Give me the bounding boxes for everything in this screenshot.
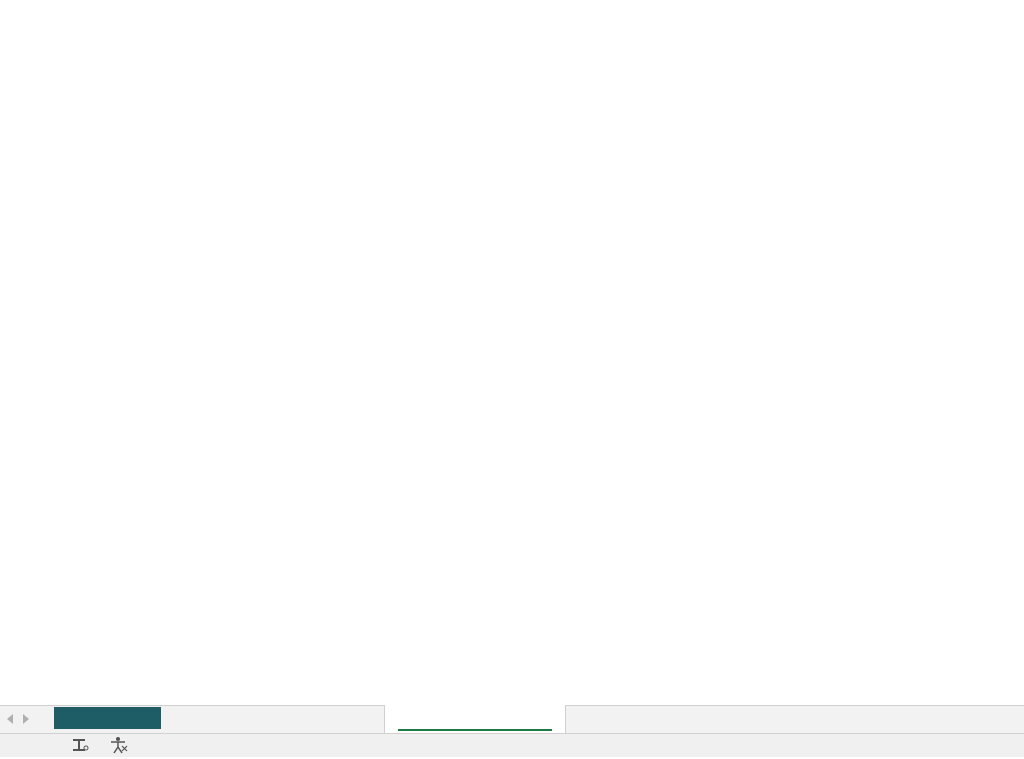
active-tab-underline: [398, 729, 552, 731]
tab-instructions[interactable]: [54, 707, 161, 729]
accessibility-icon[interactable]: [108, 736, 128, 754]
scroll-tabs-left-icon[interactable]: [4, 712, 16, 726]
status-bar: [0, 733, 1024, 757]
tab-step1-ficp-permitted-act[interactable]: [800, 705, 1024, 732]
tab-descriptions-and-sources[interactable]: [172, 705, 378, 732]
scroll-tabs-right-icon[interactable]: [20, 712, 32, 726]
tab-step1-and-2-gsma-mmri[interactable]: [572, 705, 782, 732]
macro-recording-icon[interactable]: [70, 736, 90, 754]
tab-step1-ficp-fsfi[interactable]: [384, 705, 566, 732]
